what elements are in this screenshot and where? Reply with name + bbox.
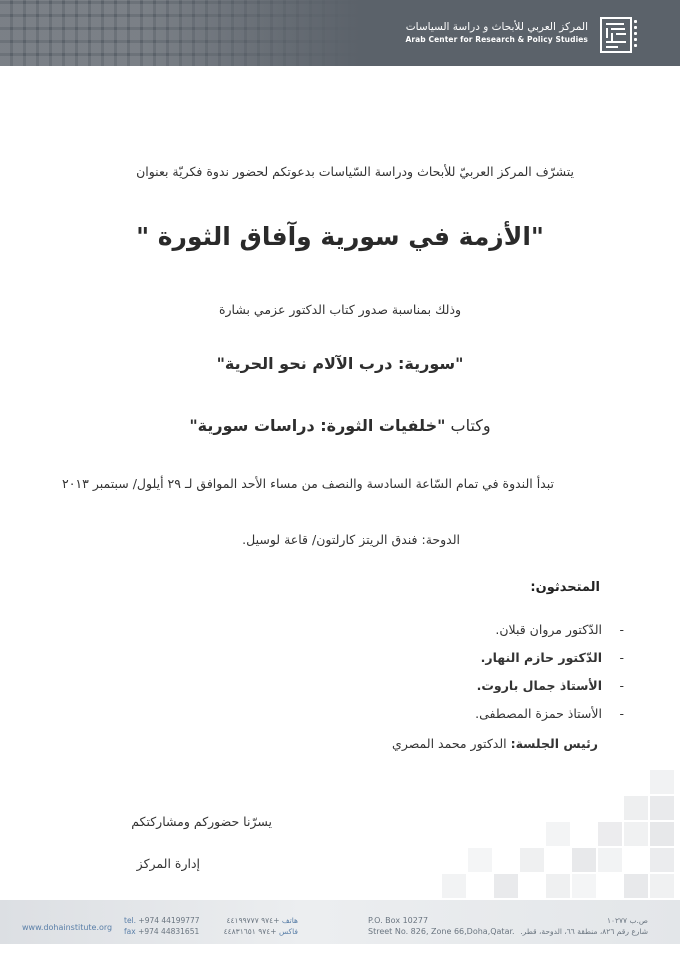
list-dash: - (619, 622, 624, 637)
tel-number: +974 44199777 (138, 916, 200, 925)
speaker-name: الأستاذ جمال باروت. (476, 678, 602, 693)
speaker-name: الأستاذ حمزة المصطفى. (475, 706, 602, 721)
tel-label: tel. (124, 916, 137, 925)
closing-signature: إدارة المركز (136, 856, 200, 871)
list-dash: - (619, 650, 624, 665)
website-link[interactable]: www.dohainstitute.org (22, 923, 113, 932)
po-box-arabic: ص.ب ١٠٢٧٧ (606, 916, 648, 925)
book-title-1: "سورية: درب الآلام نحو الحرية" (216, 354, 464, 373)
fax-number-arabic: +٩٧٤ ٤٤٨٣١٦٥١ (223, 927, 277, 936)
seminar-venue: الدوحة: فندق الريتز كارلتون/ قاعة لوسيل. (242, 532, 460, 547)
seminar-title: "الأزمة في سورية وآفاق الثورة " (136, 222, 544, 251)
list-item (475, 648, 624, 676)
list-item (475, 676, 624, 704)
occasion-text: وذلك بمناسبة صدور كتاب الدكتور عزمي بشارة (218, 302, 462, 317)
org-name-arabic: المركز العربي للأبحاث و دراسة السياسات (405, 21, 588, 33)
speaker-name: الدّكتور مروان قبلان. (495, 622, 602, 637)
book-line-2 (0, 416, 680, 435)
tel-label-arabic: هاتف (281, 916, 298, 925)
logo-dots-icon (634, 20, 638, 50)
closing-thanks: يسرّنا حضوركم ومشاركتكم (131, 814, 272, 829)
fax-label-arabic: فاكس (278, 927, 298, 936)
invitation-intro: يتشرّف المركز العربيّ للأبحاث ودراسة السّياسات بدعوتكم لحضور ندوة فكريّة بعنوان (136, 164, 574, 179)
list-item (475, 704, 624, 732)
book-prefix: وكتاب (445, 416, 491, 435)
org-name (405, 20, 588, 46)
tel-number-arabic: +٩٧٤ ٤٤١٩٩٧٧٧ (226, 916, 280, 925)
contact-numbers (124, 915, 200, 937)
list-item (475, 620, 624, 648)
fax-number: +974 44831651 (138, 927, 200, 936)
contact-numbers-arabic (218, 915, 298, 937)
chair-label: رئيس الجلسة: (510, 736, 598, 751)
speakers-list (475, 620, 624, 732)
speaker-name: الدّكتور حازم النهار. (480, 650, 602, 665)
org-name-english: Arab Center for Research & Policy Studies (405, 35, 588, 44)
street-address-arabic: شارع رقم ٨٢٦، منطقة ٦٦، الدوحة، قطر. (520, 927, 648, 936)
postal-address-arabic (520, 915, 648, 937)
street-address: Street No. 826, Zone 66,Doha,Qatar. (368, 927, 515, 936)
acrps-logo-icon (600, 17, 632, 53)
postal-address (368, 915, 515, 937)
header-pattern (0, 0, 360, 66)
chair-name: الدكتور محمد المصري (392, 736, 511, 751)
header-band (0, 0, 680, 66)
book-title-2: "خلفيات الثورة: دراسات سورية" (189, 416, 446, 435)
po-box: P.O. Box 10277 (368, 916, 429, 925)
speakers-heading: المتحدثون: (530, 580, 600, 595)
session-chair (392, 736, 598, 751)
seminar-timing: تبدأ الندوة في تمام السّاعة السادسة والنصف من مساء الأحد الموافق لـ ٢٩ أيلول/ سبتمبر ٢٠١٣ (62, 476, 554, 491)
fax-label: fax (124, 927, 136, 936)
list-dash: - (619, 678, 624, 693)
list-dash: - (619, 706, 624, 721)
